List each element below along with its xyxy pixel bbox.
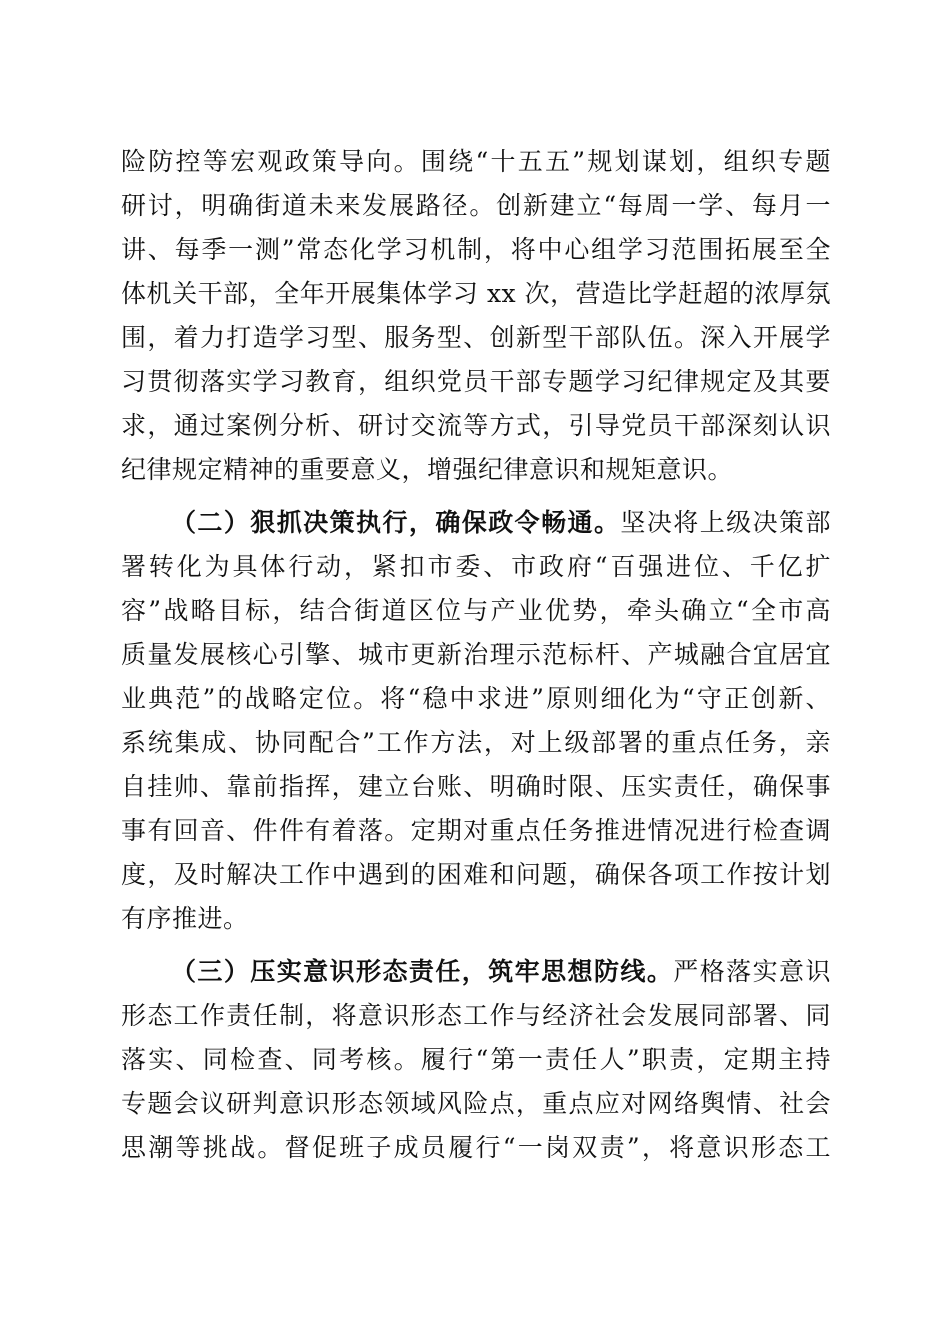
- text-line: 自挂帅、靠前指挥，建立台账、明确时限、压实责任，确保事: [121, 772, 831, 801]
- text-line: 求，通过案例分析、研讨交流等方式，引导党员干部深刻认识: [121, 411, 831, 440]
- paragraph-ideology-responsibility: [121, 950, 831, 1170]
- heading-continuation: 坚决将上级决策部: [620, 508, 831, 537]
- text-line: 业典范”的战略定位。将“稳中求进”原则细化为“守正创新、: [121, 684, 831, 713]
- paragraph-decision-execution: [121, 501, 831, 941]
- text-line: 体机关干部，全年开展集体学习 xx 次，营造比学赶超的浓厚氛: [121, 279, 831, 308]
- text-line: 署转化为具体行动，紧扣市委、市政府“百强进位、千亿扩: [121, 552, 831, 581]
- text-line: 纪律规定精神的重要意义，增强纪律意识和规矩意识。: [121, 455, 734, 484]
- paragraph-first-line: [121, 501, 831, 545]
- text-line: 思潮等挑战。督促班子成员履行“一岗双责”，将意识形态工: [121, 1133, 831, 1162]
- text-line: 度，及时解决工作中遇到的困难和问题，确保各项工作按计划: [121, 860, 831, 889]
- text-line: 形态工作责任制，将意识形态工作与经济社会发展同部署、同: [121, 1001, 831, 1030]
- text-line: 事有回音、件件有着落。定期对重点任务推进情况进行检查调: [121, 816, 831, 845]
- body-text: [121, 140, 831, 1170]
- text-line: 围，着力打造学习型、服务型、创新型干部队伍。深入开展学: [121, 323, 831, 352]
- section-heading: （二）狠抓决策执行，确保政令畅通。: [171, 508, 621, 537]
- text-line: 系统集成、协同配合”工作方法，对上级部署的重点任务，亲: [121, 728, 831, 757]
- text-line: 讲、每季一测”常态化学习机制，将中心组学习范围拓展至全: [121, 235, 831, 264]
- text-line: 习贯彻落实学习教育，组织党员干部专题学习纪律规定及其要: [121, 367, 831, 396]
- text-line: 质量发展核心引擎、城市更新治理示范标杆、产城融合宜居宜: [121, 640, 831, 669]
- text-line: 落实、同检查、同考核。履行“第一责任人”职责，定期主持: [121, 1045, 831, 1074]
- text-line: 有序推进。: [121, 904, 249, 933]
- text-line: 险防控等宏观政策导向。围绕“十五五”规划谋划，组织专题: [121, 147, 831, 176]
- text-line: 专题会议研判意识形态领域风险点，重点应对网络舆情、社会: [121, 1089, 831, 1118]
- section-heading: （三）压实意识形态责任，筑牢思想防线。: [171, 957, 674, 986]
- paragraph-first-line: [121, 950, 831, 994]
- text-line: 研讨，明确街道未来发展路径。创新建立“每周一学、每月一: [121, 191, 831, 220]
- paragraph-study: [121, 140, 831, 492]
- heading-continuation: 严格落实意识: [673, 957, 831, 986]
- text-line: 容”战略目标，结合街道区位与产业优势，牵头确立“全市高: [121, 596, 831, 625]
